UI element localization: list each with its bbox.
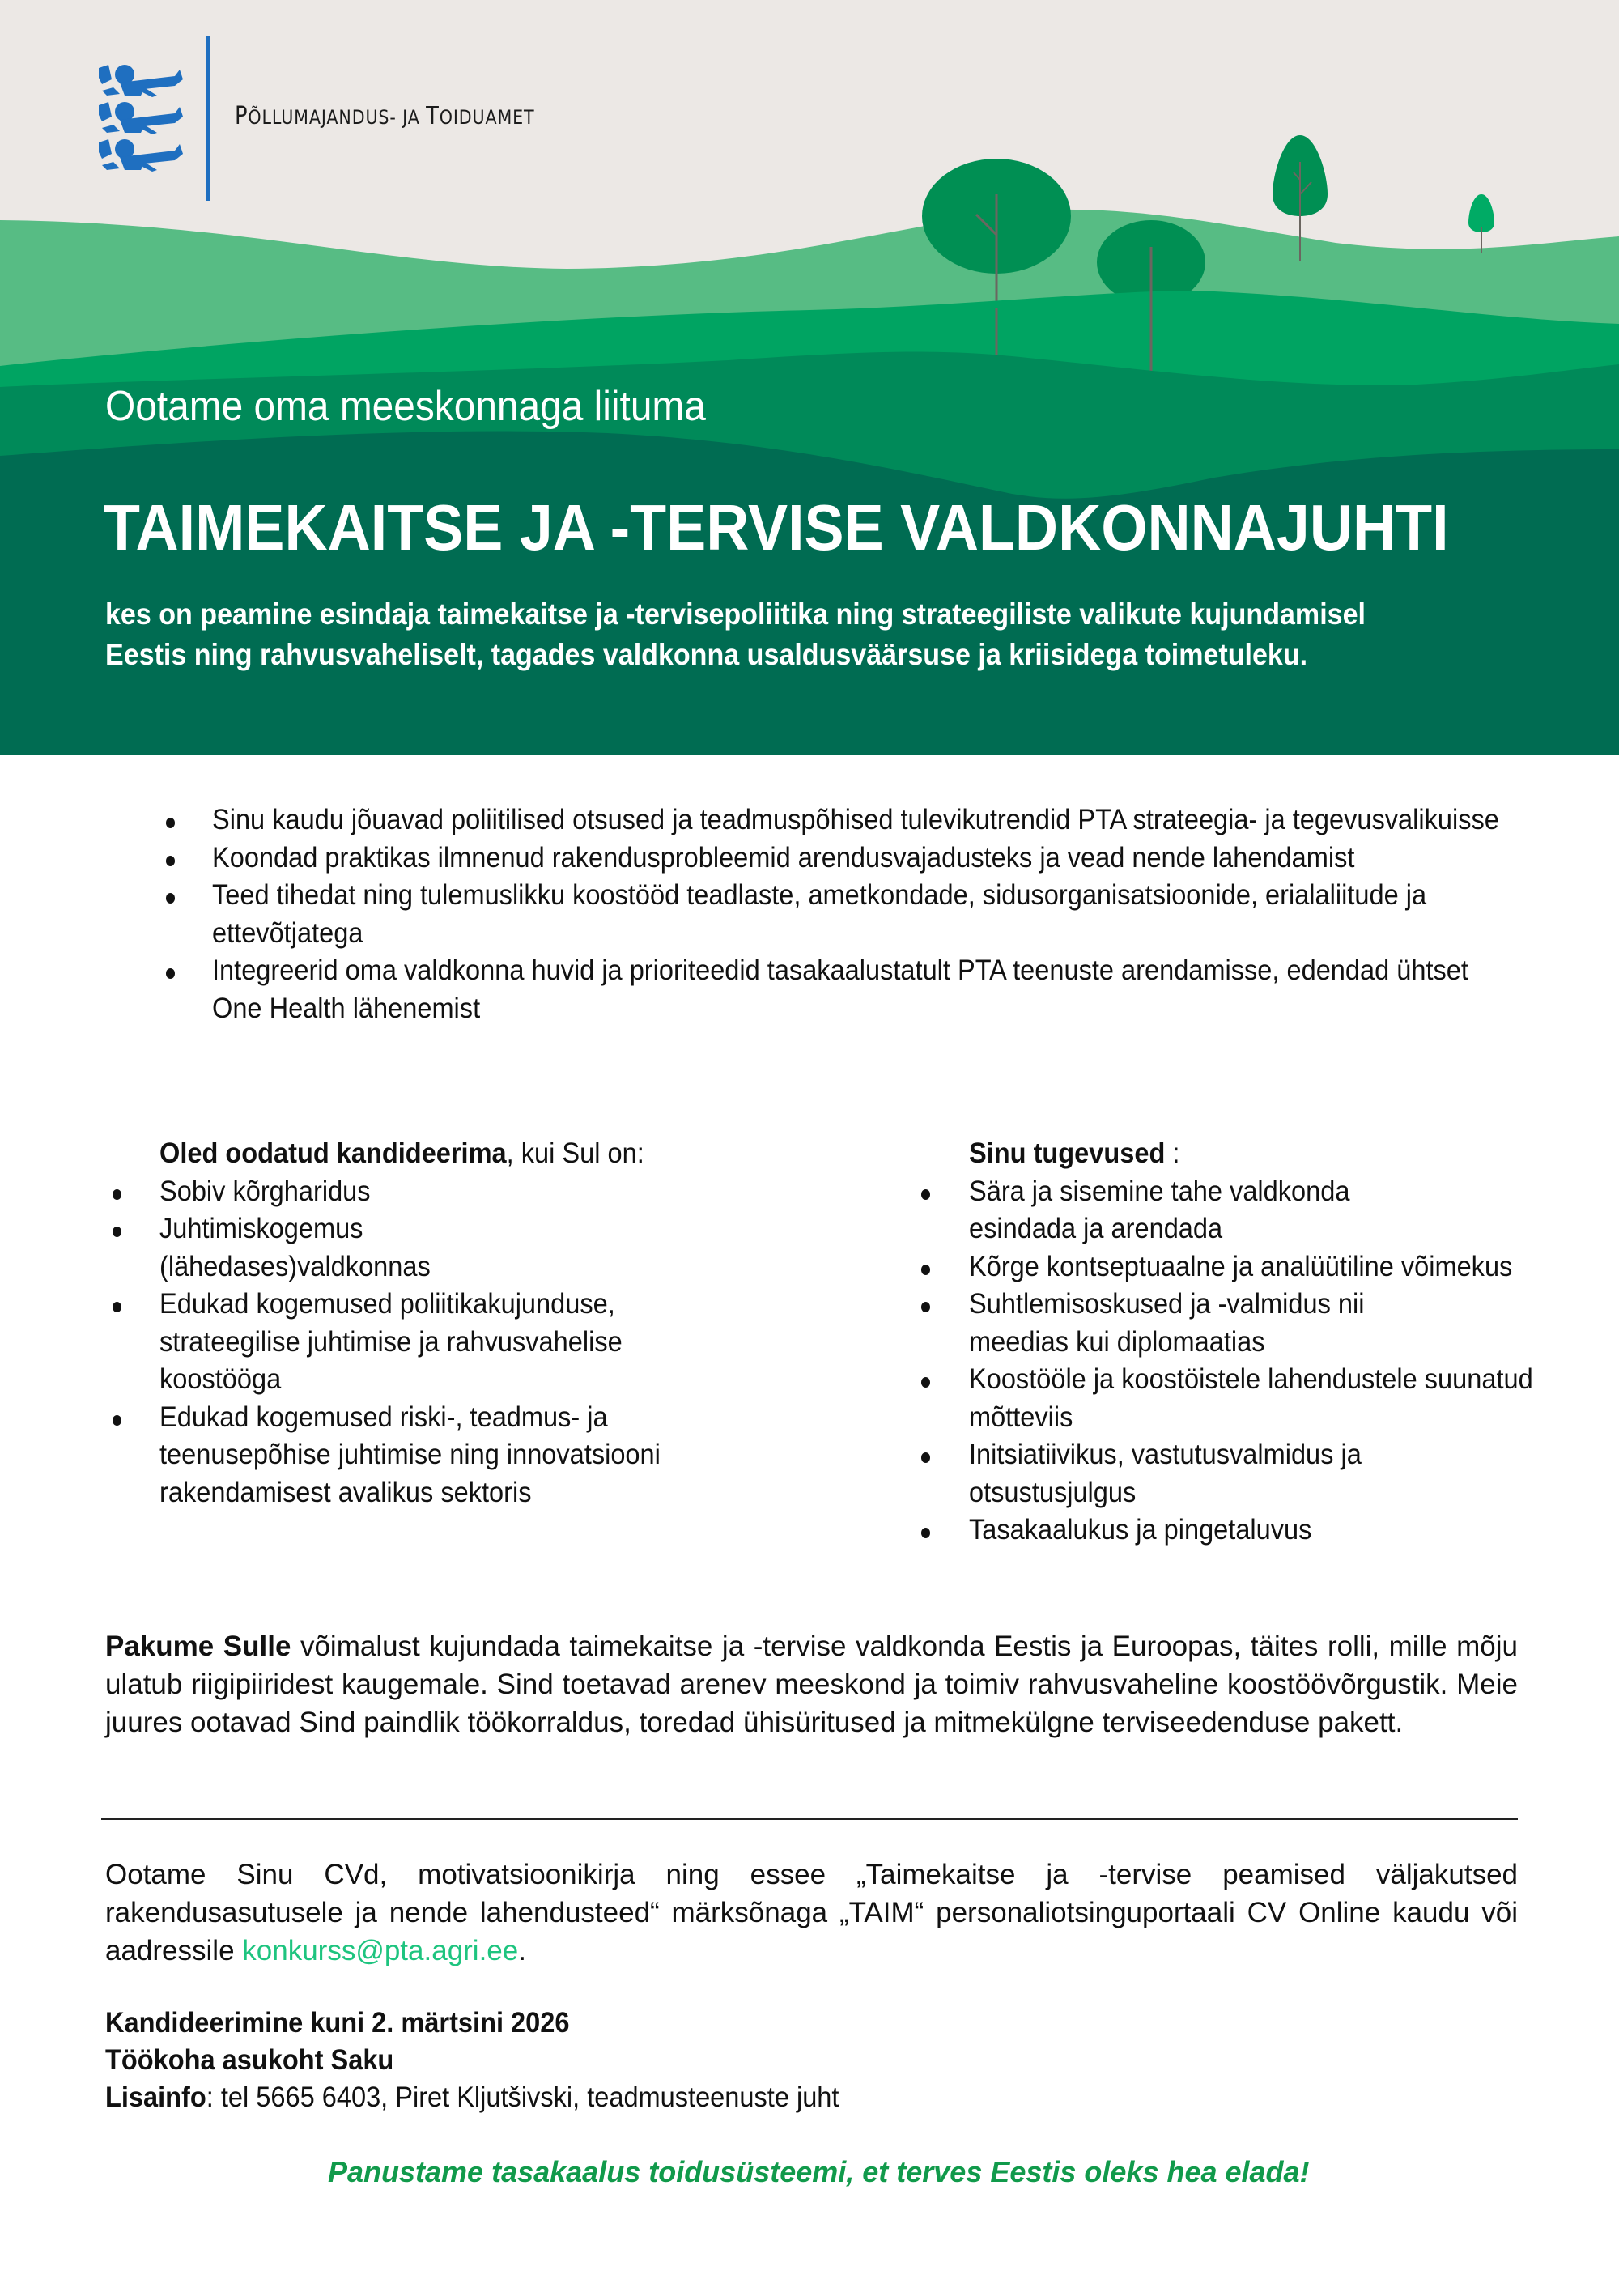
job-facts [105,2005,894,2116]
email-link[interactable]: konkurss@pta.agri.ee [242,1935,519,1966]
bullet-icon [921,1528,930,1538]
bullet-icon [921,1377,930,1388]
bullet-icon [113,1415,121,1426]
strengths-heading: Sinu tugevused : [969,1137,1180,1169]
list-item: Teed tihedat ning tulemuslikku koostööd teadlaste, ametkondade, sidusorganisatsioonide, erialaliitude ja ettevõtjatega [212,877,1540,952]
tree-small [1468,194,1494,253]
bullet-icon [166,856,175,866]
responsibilities-list [212,801,1540,1027]
strengths-section [969,1135,1584,1550]
list-item: Sinu kaudu jõuavad poliitilised otsused ja teadmuspõhised tulevikutrendid PTA strateegia- ja tegevusvalikuisse [212,801,1540,840]
coat-of-arms-icon [96,60,185,172]
contact-info: Lisainfo: tel 5665 6403, Piret Kljutšivski, teadmusteenuste juht [105,2081,839,2113]
list-item: Sära ja sisemine tahe valdkonda esindada ja arendada [969,1173,1584,1248]
offer-paragraph: Pakume Sulle võimalust kujundada taimekaitse ja -tervise valdkonda Eestis ja Euroopas, täites rolli, mille mõju ulatub riigipiiridest kaugemale. Sind toetavad arenev meeskond ja toimiv rahvusvaheline koostöövõrgustik. Meie juures ootavad Sind paindlik töökorraldus, toredad ühisüritused ja mitmekülgne terviseedenduse pakett. [105,1631,1518,1738]
job-summary-line: Eestis ning rahvusvaheliselt, tagades valdkonna usaldusväärsuse ja kriisidega toimetuleku. [105,638,1308,671]
bullet-icon [921,1265,930,1275]
application-instructions: Ootame Sinu CVd, motivatsioonikirja ning essee „Taimekaitse ja -tervise peamised väljakutsed rakendusasutusele ja nende lahendusteed“ märksõnaga „TAIM“ personaliotsinguportaali CV Online kaudu või aadressile konkurss@pta.agri.ee. [105,1859,1518,1966]
list-item: Edukad kogemused riski-, teadmus- ja teenusepõhise juhtimise ning innovatsiooni rakendamisest avalikus sektoris [106,1399,807,1512]
job-summary-line: kes on peamine esindaja taimekaitse ja -tervisepoliitika ning strateegiliste valikute kujundamisel [105,597,1366,631]
list-item: Koostööle ja koostöistele lahendustele suunatud mõtteviis [969,1361,1584,1436]
bullet-icon [166,893,175,904]
logo-divider [206,36,210,201]
list-item: Kõrge kontseptuaalne ja analüütiline võimekus [969,1248,1584,1286]
list-item: Juhtimiskogemus (lähedases)valdkonnas [106,1210,807,1286]
list-item: Sobiv kõrgharidus [106,1173,807,1211]
requirements-heading: Oled oodatud kandideerima, kui Sul on: [159,1137,644,1169]
bullet-icon [921,1452,930,1463]
list-item: Suhtlemisoskused ja -valmidus nii meedias kui diplomaatias [969,1286,1584,1361]
bullet-icon [113,1189,121,1200]
bullet-icon [113,1302,121,1312]
strengths-list [969,1173,1584,1550]
bullet-icon [921,1189,930,1200]
job-summary [105,594,1506,675]
slogan: Panustame tasakaalus toidusüsteemi, et terves Eestis oleks hea elada! [328,2155,1310,2188]
bullet-icon [166,968,175,979]
bullet-icon [166,818,175,828]
requirements-section [159,1135,807,1512]
deadline: Kandideerimine kuni 2. märtsini 2026 [105,2007,570,2039]
list-item: Edukad kogemused poliitikakujunduse, strateegilise juhtimise ja rahvusvahelise koostööga [106,1286,807,1399]
hero-header [0,0,1619,755]
list-item: Initsiatiivikus, vastutusvalmidus ja otsustusjulgus [969,1436,1584,1512]
job-title: TAIMEKAITSE JA -TERVISE VALDKONNAJUHTI [104,491,1449,563]
requirements-list [106,1173,807,1512]
organization-name: PÕLLUMAJANDUS- JA TOIDUAMET [235,102,535,130]
list-item: Tasakaalukus ja pingetaluvus [969,1512,1584,1550]
intro-text: Ootame oma meeskonnaga liituma [105,383,706,430]
section-divider [101,1818,1518,1820]
location: Töökoha asukoht Saku [105,2044,394,2076]
bullet-icon [921,1302,930,1312]
hill-darkest [0,432,1619,755]
list-item: Integreerid oma valdkonna huvid ja prioriteedid tasakaalustatult PTA teenuste arendamisse, edendad ühtset One Health lähenemist [212,952,1540,1027]
list-item: Koondad praktikas ilmnenud rakendusprobleemid arendusvajadusteks ja vead nende lahendamist [212,840,1540,878]
bullet-icon [113,1227,121,1237]
